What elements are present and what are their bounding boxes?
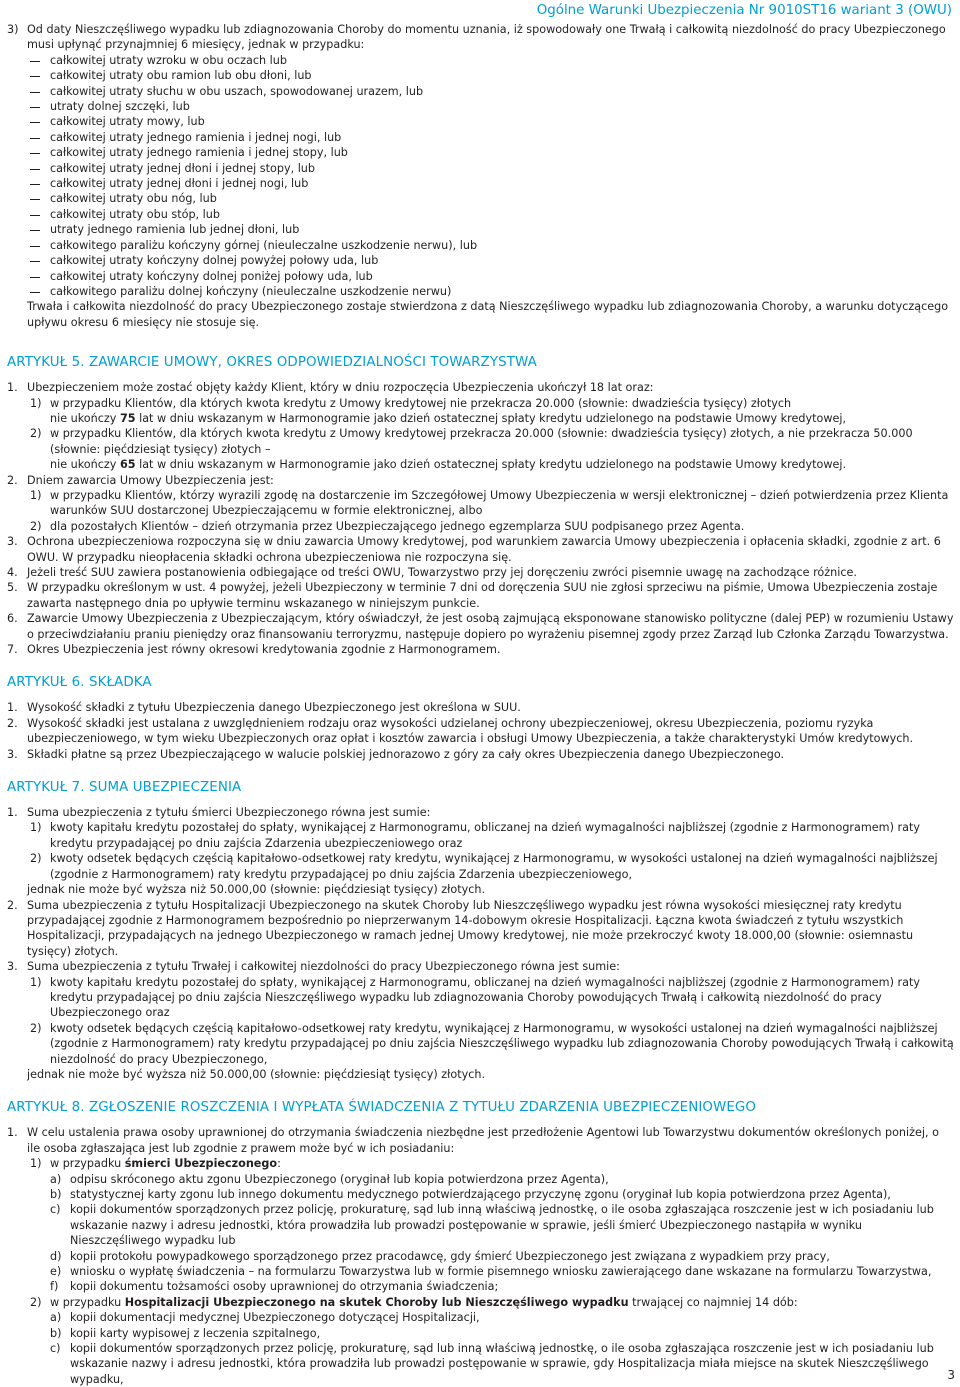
dash-list-item: całkowitej utraty kończyny dolnej powyżej połowy uda, lub bbox=[7, 253, 955, 268]
list-item bbox=[7, 1279, 955, 1294]
page-header: Ogólne Warunki Ubezpieczenia Nr 9010ST16 wariant 3 (OWU) bbox=[536, 3, 952, 18]
list-marker: c) bbox=[50, 1203, 61, 1217]
art5-par-6: 6. Zawarcie Umowy Ubezpieczenia z Ubezpieczającym, który oświadczył, że jest osobą zajmującą eksponowane stanowisko polityczne (dalej PEP) w rozumieniu Ustawy o przeciwdziałaniu praniu pieniędzy oraz finansowaniu terroryzmu, następuje dopiero po wyrażeniu pisemnej zgody przez Zarząd lub Członka Zarządu Towarzystwa. bbox=[7, 612, 954, 641]
art5-par-1-1: 1) w przypadku Klientów, dla których kwota kredytu z Umowy kredytowej nie przekracza 20.000 (słownie: dwadzieścia tysięcy) złotych bbox=[30, 396, 792, 410]
list-item-text: statystycznej karty zgonu lub innego dokumentu medycznego potwierdzającego przyczynę zgonu (oryginał lub kopia potwierdzona przez Agenta), bbox=[70, 1188, 891, 1201]
list-marker: e) bbox=[50, 1265, 62, 1279]
article-5-heading: ARTYKUŁ 5. ZAWARCIE UMOWY, OKRES ODPOWIEDZIALNOŚCI TOWARZYSTWA bbox=[7, 355, 537, 371]
art7-par-3-1: 1) kwoty kapitału kredytu pozostałej do spłaty, wynikającej z Harmonogramu, obliczanej na dzień wymagalności najbliższej (zgodnie z Harmonogramem) raty kredytu przypadającej po dniu zajścia Nieszczęśliwego wypadku lub zdiagnozowania Choroby powodujących Trwałą i całkowitą niezdolność do pracy Ubezpieczonego oraz bbox=[30, 975, 920, 1020]
art8-subitems-death bbox=[7, 1172, 955, 1295]
dash-list-item: całkowitej utraty jednej dłoni i jednej nogi, lub bbox=[7, 176, 955, 191]
list-item bbox=[7, 1249, 955, 1264]
list-item bbox=[7, 1341, 955, 1387]
dash-list-item: całkowitej utraty wzroku w obu oczach lub bbox=[7, 53, 955, 68]
dash-list-item: całkowitej utraty obu ramion lub obu dłoni, lub bbox=[7, 68, 955, 83]
document-body bbox=[7, 22, 955, 1387]
list-marker: 3) bbox=[7, 23, 19, 36]
list-item-text: odpisu skróconego aktu zgonu Ubezpieczonego (oryginał lub kopia potwierdzona przez Agenta), bbox=[70, 1172, 609, 1186]
dash-list-item: utraty jednego ramienia lub jednej dłoni, lub bbox=[7, 222, 955, 237]
dash-list-item: całkowitej utraty jednej dłoni i jednej stopy, lub bbox=[7, 161, 955, 176]
dash-list-item: całkowitej utraty obu stóp, lub bbox=[7, 207, 955, 222]
list-marker: d) bbox=[50, 1249, 62, 1263]
list-marker: a) bbox=[50, 1172, 62, 1186]
art5-par-2-2: 2) dla pozostałych Klientów – dzień otrzymania przez Ubezpieczającego jednego egzemplarza SUU podpisanego przez Agenta. bbox=[30, 519, 745, 533]
art8-par-1-1: 1) w przypadku śmierci Ubezpieczonego: bbox=[30, 1157, 281, 1171]
art7-par-3-tail: jednak nie może być wyższa niż 50.000,00 (słownie: pięćdziesiąt tysięcy) złotych. bbox=[27, 1067, 486, 1081]
art6-par-2: 2. Wysokość składki jest ustalana z uwzględnieniem rodzaju oraz wysokości udzielanej ochrony ubezpieczeniowej, okresu Ubezpieczenia, poziomu ryzyka ubezpieczeniowego, w tym wieku Ubezpieczonych oraz opłat i kosztów zawarcia i obsługi Umowy Ubezpieczenia, a także charakterystyki Umów kredytowych. bbox=[7, 716, 914, 746]
dash-list-item: całkowitego paraliżu kończyny górnej (nieuleczalne uszkodzenie nerwu), lub bbox=[7, 238, 955, 253]
art7-par-1-2: 2) kwoty odsetek będących częścią kapitałowo-odsetkowej raty kredytu, wynikającej z Harmonogramu, w wysokości ustalonej na dzień wymagalności najbliższej (zgodnie z Harmonogramem) raty kredytu przypadającej po dniu zajścia Zdarzenia ubezpieczeniowego, bbox=[30, 852, 938, 881]
art5-par-4: 4. Jeżeli treść SUU zawiera postanowienia odbiegające od treści OWU, Towarzystwo przy jej doręczeniu zwróci pisemnie uwagę na zachodzące różnice. bbox=[7, 566, 857, 579]
page-number: 3 bbox=[947, 1367, 955, 1382]
article-7-heading: ARTYKUŁ 7. SUMA UBEZPIECZENIA bbox=[7, 780, 242, 796]
list-marker: c) bbox=[50, 1342, 61, 1356]
art5-par-1-2: 2) w przypadku Klientów, dla których kwota kredytu z Umowy kredytowej przekracza 20.000 (słownie: dwadzieścia tysięcy) złotych, a nie przekracza 50.000 (słownie: pięćdziesiąt tysięcy) złotych – bbox=[30, 427, 913, 456]
intro-item-3 bbox=[7, 22, 955, 53]
intro-closing: Trwała i całkowita niezdolność do pracy Ubezpieczonego zostaje stwierdzona z datą Nieszczęśliwego wypadku lub zdiagnozowania Choroby, a warunku dotyczącego upływu okresu 6 miesięcy nie stosuje się. bbox=[27, 300, 949, 329]
dash-list bbox=[7, 53, 955, 300]
intro-text: Od daty Nieszczęśliwego wypadku lub zdiagnozowania Choroby do momentu uznania, iż spowodowały one Trwałą i całkowitą niezdolność do pracy Ubezpieczonego musi upłynąć przynajmniej 6 miesięcy, jednak w przypadku: bbox=[27, 23, 946, 52]
dash-list-item: całkowitej utraty jednego ramienia i jednej stopy, lub bbox=[7, 145, 955, 160]
art5-par-2: 2. Dniem zawarcia Umowy Ubezpieczenia jest: bbox=[7, 473, 274, 487]
list-item bbox=[7, 1202, 955, 1248]
dash-list-item: całkowitej utraty kończyny dolnej poniżej połowy uda, lub bbox=[7, 269, 955, 284]
list-item-text: kopii protokołu powypadkowego sporządzonego przez pracodawcę, gdy śmierć Ubezpieczonego jest związana z wypadkiem przy pracy, bbox=[70, 1249, 830, 1263]
art5-par-1-1-cont: nie ukończy 75 lat w dniu wskazanym w Harmonogramie jako dzień ostatecznej spłaty kredytu udzielonego na podstawie Umowy kredytowej, bbox=[50, 411, 847, 425]
dash-list-item: całkowitej utraty słuchu w obu uszach, spowodowanej urazem, lub bbox=[7, 84, 955, 99]
art7-par-3-2: 2) kwoty odsetek będących częścią kapitałowo-odsetkowej raty kredytu, wynikającej z Harmonogramu, w wysokości ustalonej na dzień wymagalności najbliższej (zgodnie z Harmonogramem) raty kredytu przypadającej po dniu zajścia Nieszczęśliwego wypadku lub zdiagnozowania Choroby powodujących Trwałą i całkowitą niezdolność do pracy Ubezpieczonego, bbox=[30, 1021, 954, 1066]
art5-par-7: 7. Okres Ubezpieczenia jest równy okresowi kredytowania zgodnie z Harmonogramem. bbox=[7, 643, 501, 657]
art5-par-2-1: 1) w przypadku Klientów, którzy wyrazili zgodę na dostarczenie im Szczegółowej Umowy Ubezpieczenia w wersji elektronicznej – dzień potwierdzenia przez Klienta warunków SUU dostarczonej Ubezpieczającemu w formie elektronicznej, albo bbox=[30, 488, 949, 518]
dash-list-item: całkowitej utraty mowy, lub bbox=[7, 114, 955, 129]
art8-subitems-hospital bbox=[7, 1310, 955, 1387]
dash-list-item: całkowitej utraty obu nóg, lub bbox=[7, 191, 955, 206]
list-item-text: kopii dokumentów sporządzonych przez policję, prokuraturę, sąd lub inną właściwą jednostkę, o ile osoba zgłaszająca roszczenie jest w ich posiadaniu lub wskazanie nazwy i adresu jednostki, która prowadziła lub prowadzi postępowanie w sprawie, gdy Hospitalizacja miała miejsce na skutek Nieszczęśliwego wypadku, bbox=[70, 1342, 934, 1386]
art5-par-1: 1. Ubezpieczeniem może zostać objęty każdy Klient, który w dniu rozpoczęcia Ubezpieczenia ukończył 18 lat oraz: bbox=[7, 381, 654, 395]
list-marker: a) bbox=[50, 1311, 62, 1325]
list-item-text: kopii karty wypisowej z leczenia szpitalnego, bbox=[70, 1326, 321, 1340]
list-item-text: kopii dokumentacji medycznej Ubezpieczonego dotyczącej Hospitalizacji, bbox=[70, 1311, 480, 1325]
art7-par-2: 2. Suma ubezpieczenia z tytułu Hospitalizacji Ubezpieczonego na skutek Choroby lub Nieszczęśliwego wypadku jest równa wysokości miesięcznej raty kredytu przypadającej zgodnie z Harmonogramem bezpośrednio po nieprzerwanym 14-dobowym okresie Hospitalizacji. Łączna kwota świadczeń z tytułu wszystkich Hospitalizacji, przypadających na jednego Ubezpieczonego w ramach jednej Umowy kredytowej, nie może przekroczyć kwoty 18.000,00 (słownie: osiemnastu tysięcy) złotych. bbox=[7, 898, 914, 958]
art5-par-1-2-cont: nie ukończy 65 lat w dniu wskazanym w Harmonogramie jako dzień ostatecznej spłaty kredytu udzielonego na podstawie Umowy kredytowej. bbox=[50, 458, 847, 472]
art5-par-3: 3. Ochrona ubezpieczeniowa rozpoczyna się w dniu zawarcia Umowy kredytowej, pod warunkiem zawarcia Umowy ubezpieczenia i opłacenia składki, zgodnie z art. 6 OWU. W przypadku nieopłacenia składki ochrona ubezpieczeniowa nie rozpoczyna się. bbox=[7, 535, 941, 564]
art7-par-3: 3. Suma ubezpieczenia z tytułu Trwałej i całkowitej niezdolności do pracy Ubezpieczonego równa jest sumie: bbox=[7, 960, 620, 974]
list-item-text: kopii dokumentów sporządzonych przez policję, prokuraturę, sąd lub inną właściwą jednostkę, o ile osoba zgłaszająca roszczenie jest w ich posiadaniu lub wskazanie nazwy i adresu jednostki, która prowadziła lub prowadzi postępowanie w sprawie, jeśli śmierć Ubezpieczonego nastąpiła w wyniku Nieszczęśliwego wypadku lub bbox=[70, 1203, 934, 1248]
art8-par-1: 1. W celu ustalenia prawa osoby uprawnionej do otrzymania świadczenia niezbędne jest przedłożenie Agentowi lub Towarzystwu dokumentów określonych poniżej, o ile osoba zgłaszająca jest lub zgodnie z prawem może być w ich posiadaniu: bbox=[7, 1126, 939, 1155]
art8-par-1-2: 2) w przypadku Hospitalizacji Ubezpieczonego na skutek Choroby lub Nieszczęśliwego wypadku trwającej co najmniej 14 dób: bbox=[30, 1295, 798, 1309]
article-6-heading: ARTYKUŁ 6. SKŁADKA bbox=[7, 675, 152, 691]
list-marker: b) bbox=[50, 1326, 62, 1340]
list-item-text: kopii dokumentu tożsamości osoby uprawnionej do otrzymania świadczenia; bbox=[70, 1280, 499, 1294]
list-item bbox=[7, 1326, 955, 1341]
art5-par-5: 5. W przypadku określonym w ust. 4 powyżej, jeżeli Ubezpieczony w terminie 7 dni od doręczenia SUU nie zgłosi sprzeciwu na piśmie, Umowa Ubezpieczenia zostaje zawarta następnego dnia po upływie terminu wskazanego w niniejszym punkcie. bbox=[7, 581, 938, 610]
list-item bbox=[7, 1264, 955, 1279]
art7-par-1-tail: jednak nie może być wyższa niż 50.000,00 (słownie: pięćdziesiąt tysięcy) złotych. bbox=[27, 883, 486, 897]
list-marker: b) bbox=[50, 1188, 62, 1201]
art6-par-3: 3. Składki płatne są przez Ubezpieczającego w walucie polskiej jednorazowo z góry za cały okres Ubezpieczenia danego Ubezpieczonego. bbox=[7, 747, 785, 761]
list-item bbox=[7, 1172, 955, 1187]
list-item bbox=[7, 1310, 955, 1325]
list-item bbox=[7, 1187, 955, 1202]
art7-par-1-1: 1) kwoty kapitału kredytu pozostałej do spłaty, wynikającej z Harmonogramu, obliczanej na dzień wymagalności najbliższej (zgodnie z Harmonogramem) raty kredytu przypadającej po dniu zajścia Zdarzenia ubezpieczeniowego oraz bbox=[30, 821, 920, 850]
dash-list-item: utraty dolnej szczęki, lub bbox=[7, 99, 955, 114]
article-8-heading: ARTYKUŁ 8. ZGŁOSZENIE ROSZCZENIA I WYPŁATA ŚWIADCZENIA Z TYTUŁU ZDARZENIA UBEZPIECZENIOWEGO bbox=[7, 1100, 757, 1116]
dash-list-item: całkowitej utraty jednego ramienia i jednej nogi, lub bbox=[7, 130, 955, 145]
art7-par-1: 1. Suma ubezpieczenia z tytułu śmierci Ubezpieczonego równa jest sumie: bbox=[7, 806, 431, 820]
art6-par-1: 1. Wysokość składki z tytułu Ubezpieczenia danego Ubezpieczonego jest określona w SUU. bbox=[7, 701, 521, 715]
dash-list-item: całkowitego paraliżu dolnej kończyny (nieuleczalne uszkodzenie nerwu) bbox=[7, 284, 955, 299]
list-item-text: wniosku o wypłatę świadczenia – na formularzu Towarzystwa lub w formie pisemnego wniosku zawierającego dane wskazane na formularzu Towarzystwa, bbox=[70, 1265, 932, 1279]
list-marker: f) bbox=[50, 1280, 59, 1294]
